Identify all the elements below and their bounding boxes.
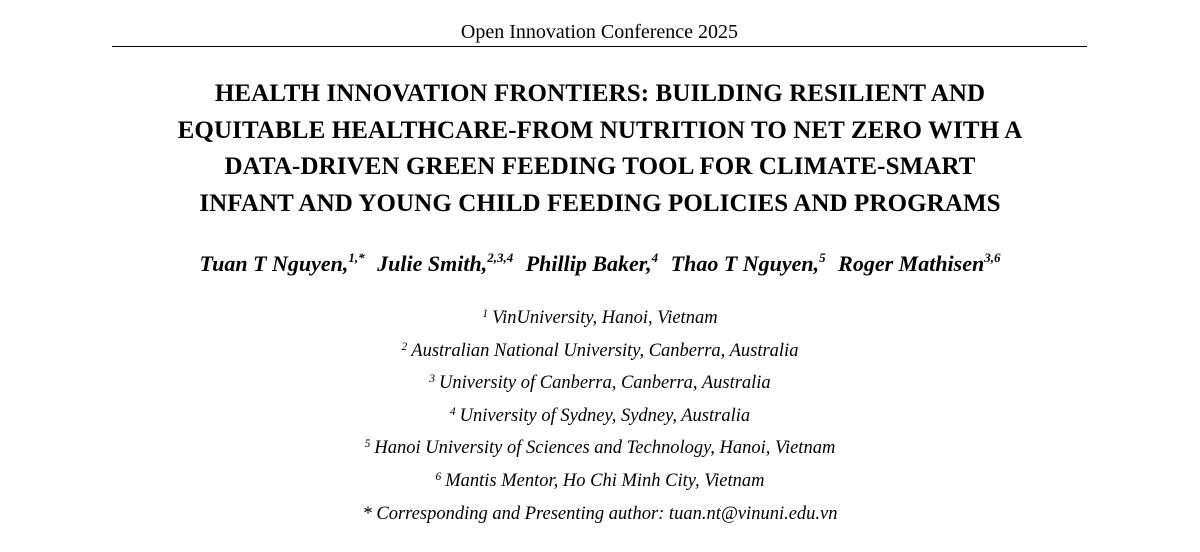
affiliation bbox=[200, 302, 1000, 335]
affiliation bbox=[200, 465, 1000, 498]
title-line: HEALTH INNOVATION FRONTIERS: BUILDING RESILIENT AND bbox=[214, 80, 986, 107]
affiliation-number: 5 bbox=[364, 438, 371, 451]
author-name: Thao T Nguyen, bbox=[670, 251, 820, 276]
affiliation-text: VinUniversity, Hanoi, Vietnam bbox=[492, 308, 718, 328]
author-affil-ref: 2,3,4 bbox=[487, 250, 514, 265]
affiliation-number: 1 bbox=[482, 308, 489, 320]
affiliation-text: Hanoi University of Sciences and Technology, Hanoi, Vietnam bbox=[374, 438, 836, 459]
title-line: DATA-DRIVEN GREEN FEEDING TOOL FOR CLIMATE-SMART bbox=[224, 153, 976, 180]
affiliation-text: Mantis Mentor, Ho Chi Minh City, Vietnam bbox=[445, 470, 765, 491]
author-affil-ref: 4 bbox=[651, 250, 659, 265]
affiliation-number: 6 bbox=[435, 470, 442, 483]
affiliation bbox=[200, 432, 1000, 465]
affiliation-list bbox=[200, 302, 1000, 530]
conference-header: Open Innovation Conference 2025 bbox=[460, 21, 739, 43]
author bbox=[200, 251, 365, 276]
author bbox=[838, 251, 1000, 276]
author bbox=[671, 251, 826, 276]
affiliation-text: University of Canberra, Canberra, Australia bbox=[439, 373, 771, 394]
author-name: Phillip Baker, bbox=[525, 251, 652, 276]
affiliation bbox=[200, 400, 1000, 433]
paper-title bbox=[100, 76, 1100, 222]
author-name: Julie Smith, bbox=[377, 251, 488, 276]
author-affil-ref: 5 bbox=[819, 250, 826, 265]
title-line: EQUITABLE HEALTHCARE-FROM NUTRITION TO NET ZERO WITH A bbox=[177, 116, 1023, 144]
author-name: Roger Mathisen bbox=[838, 251, 985, 276]
author bbox=[377, 251, 513, 276]
author bbox=[526, 251, 658, 276]
affiliation-text: University of Sydney, Sydney, Australia bbox=[459, 405, 751, 426]
affiliation bbox=[200, 367, 1000, 400]
corresponding-author-note: * Corresponding and Presenting author: tuan.nt@vinuni.edu.vn bbox=[362, 503, 838, 524]
affiliation-number: 2 bbox=[401, 340, 408, 353]
author-affil-ref: 3,6 bbox=[984, 250, 1001, 265]
author-list bbox=[60, 250, 1140, 278]
affiliation-number: 4 bbox=[449, 405, 456, 418]
title-line: INFANT AND YOUNG CHILD FEEDING POLICIES AND PROGRAMS bbox=[199, 189, 1001, 217]
affiliation bbox=[200, 335, 1000, 368]
affiliation-number: 3 bbox=[429, 373, 436, 386]
header-divider bbox=[112, 46, 1087, 47]
author-name: Tuan T Nguyen, bbox=[199, 251, 349, 276]
affiliation-text: Australian National University, Canberra, Australia bbox=[411, 340, 799, 361]
author-affil-ref: 1,* bbox=[348, 250, 365, 265]
